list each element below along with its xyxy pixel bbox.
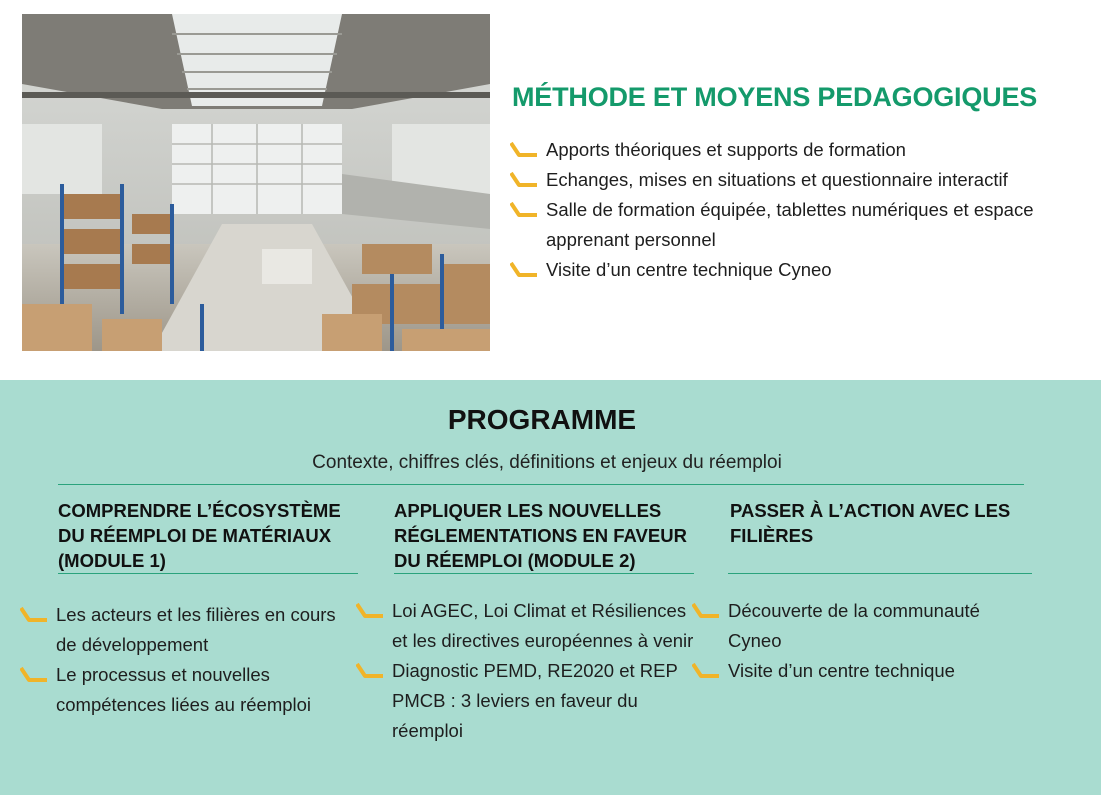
list-item-text: Visite d’un centre technique [728,660,955,681]
list-item [510,195,1095,255]
divider [728,573,1032,574]
list-item-text: Les acteurs et les filières en cours de développement [56,604,336,655]
check-icon [510,260,538,278]
list-item [356,596,694,656]
check-icon [20,605,48,623]
list-item-text: Salle de formation équipée, tablettes numériques et espace apprenant personnel [546,199,1034,250]
check-icon [692,661,720,679]
module-2-column [356,498,694,746]
module-1-list [20,600,358,720]
list-item-text: Le processus et nouvelles compétences liées au réemploi [56,664,312,715]
warehouse-photo [22,14,490,351]
module-3-column [692,498,1032,686]
programme-section [0,380,1101,795]
list-item-text: Visite d’un centre technique Cyneo [546,259,832,280]
list-item [692,656,1032,686]
check-icon [510,170,538,188]
check-icon [692,601,720,619]
check-icon [356,601,384,619]
list-item-text: Loi AGEC, Loi Climat et Résiliences et les directives européennes à venir [392,600,694,651]
list-item [356,656,694,746]
methode-title: MÉTHODE ET MOYENS PEDAGOGIQUES [512,82,1038,112]
divider [394,573,694,574]
list-item [510,135,1095,165]
warehouse-illustration [22,14,490,351]
module-2-list [356,596,694,746]
list-item-text: Diagnostic PEMD, RE2020 et REP PMCB : 3 leviers en faveur du réemploi [392,660,678,741]
list-item [20,600,358,660]
module-3-heading: PASSER À L’ACTION AVEC LES FILIÈRES [730,500,1011,546]
list-item-text: Apports théoriques et supports de formation [546,139,906,160]
methode-list [510,135,1095,285]
check-icon [356,661,384,679]
list-item-text: Echanges, mises en situations et questionnaire interactif [546,169,1008,190]
module-1-column [20,498,358,720]
divider [58,573,358,574]
check-icon [510,200,538,218]
methode-section [510,82,1095,285]
divider [58,484,1024,485]
check-icon [510,140,538,158]
list-item [20,660,358,720]
list-item [510,165,1095,195]
programme-subtitle: Contexte, chiffres clés, définitions et enjeux du réemploi [312,452,782,473]
list-item-text: Découverte de la communauté Cyneo [728,600,980,651]
module-1-heading: COMPRENDRE L’ÉCOSYSTÈME DU RÉEMPLOI DE MATÉRIAUX (MODULE 1) [58,500,341,571]
module-2-heading: APPLIQUER LES NOUVELLES RÉGLEMENTATIONS EN FAVEUR DU RÉEMPLOI (MODULE 2) [394,500,687,571]
list-item [692,596,1032,656]
module-3-list [692,596,1032,686]
list-item [510,255,1095,285]
check-icon [20,665,48,683]
programme-title: PROGRAMME [447,404,637,435]
